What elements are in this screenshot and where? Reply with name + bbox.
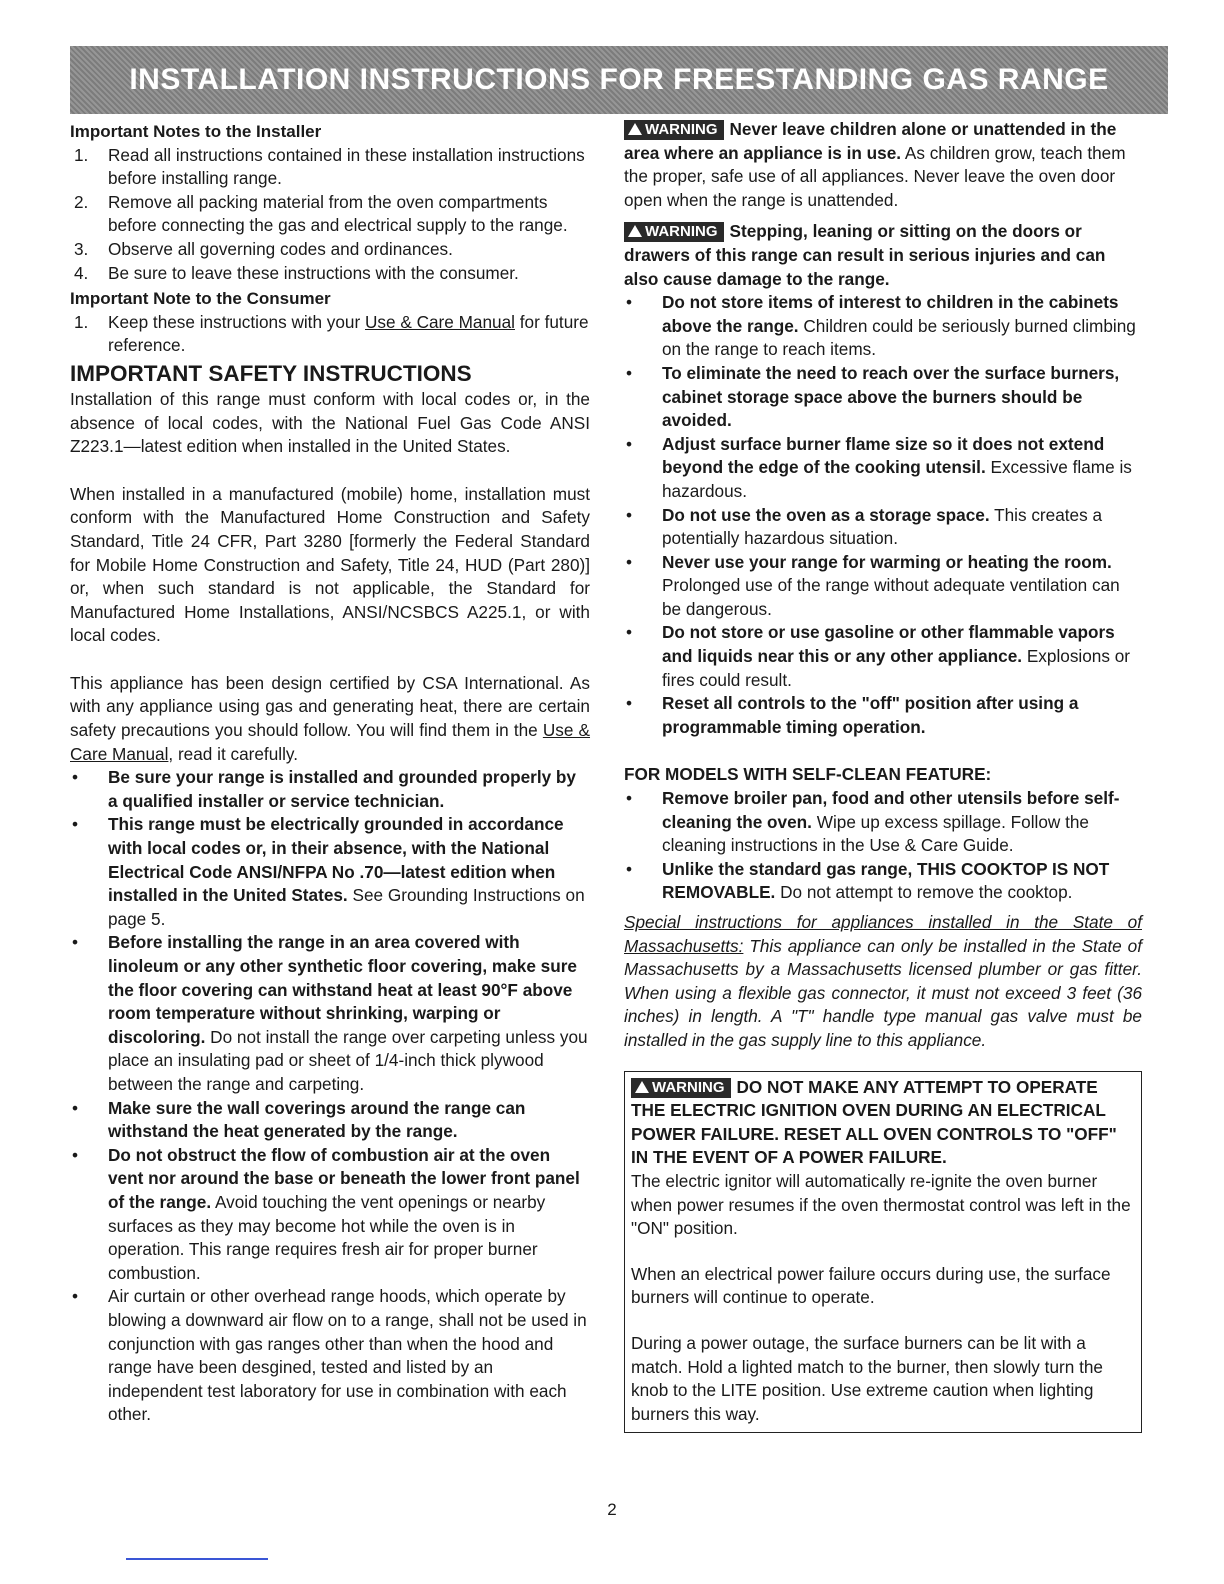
list-item: • This range must be electrically grounded in accordance with local codes or, in their absence, with the National Electrical Code ANSI/NFPA No .70—latest edition when installed in the United States. See Grounding Instructions on page 5. bbox=[71, 814, 585, 929]
warning-stepping: WARNING Stepping, leaning or sitting on the doors or drawers of this range can result in serious injuries and can also cause damage to the range. bbox=[624, 221, 1106, 289]
list-item: • Never use your range for warming or heating the room. Prolonged use of the range without adequate ventilation can be dangerous. bbox=[625, 551, 1120, 619]
item-text: Be sure to leave these instructions with the consumer. bbox=[108, 262, 519, 283]
item-number: 3. bbox=[74, 238, 89, 259]
bullet-icon: • bbox=[625, 788, 633, 809]
list-item bbox=[70, 311, 590, 358]
bullet-icon: • bbox=[71, 814, 79, 835]
right-column bbox=[624, 118, 1142, 1433]
consumer-heading: Important Note to the Consumer bbox=[70, 289, 331, 309]
bullet-icon: • bbox=[71, 1144, 79, 1165]
bullet-icon: • bbox=[71, 1286, 79, 1307]
item-number: 1. bbox=[74, 311, 89, 332]
page-title: INSTALLATION INSTRUCTIONS FOR FREESTANDING GAS RANGE bbox=[129, 63, 1109, 96]
paragraph-codes: Installation of this range must conform with local codes or, in the absence of local codes, with the National Fuel Gas Code ANSI Z223.1—latest edition when installed in the United States. bbox=[70, 388, 590, 457]
list-item: • Reset all controls to the "off" position after using a programmable timing operation. bbox=[625, 693, 1079, 737]
list-item bbox=[70, 262, 590, 286]
warning-badge: WARNING bbox=[631, 1078, 731, 1098]
warning-children: WARNING Never leave children alone or unattended in the area where an appliance is in use. As children grow, teach them the proper, safe use of all appliances. Never leave the oven door open when the range is unattended. bbox=[624, 119, 1126, 210]
installer-heading: Important Notes to the Installer bbox=[70, 122, 322, 141]
list-item bbox=[70, 144, 590, 191]
selfclean-bullet-list bbox=[624, 787, 1142, 905]
right-bullet-list bbox=[624, 291, 1142, 739]
use-care-manual-link[interactable]: Use & Care Manual bbox=[70, 720, 591, 764]
use-care-manual-link[interactable]: Use & Care Manual bbox=[365, 311, 515, 332]
list-item: • Adjust surface burner flame size so it does not extend beyond the edge of the cooking utensil. Excessive flame is hazardous. bbox=[625, 433, 1132, 501]
bullet-icon: • bbox=[625, 362, 633, 383]
warning-triangle-icon bbox=[628, 123, 642, 135]
paragraph-certification: This appliance has been design certified by CSA International. As with any appliance using gas and generating heat, there are certain safety precautions you should follow. You will find them in the Use & Care Manual, read it carefully. bbox=[70, 672, 591, 764]
warning-badge: WARNING bbox=[624, 120, 724, 140]
list-item bbox=[70, 238, 590, 262]
massachusetts-note: Special instructions for appliances installed in the State of Massachusetts: This appliance can only be installed in the State of Massachusetts by a Massachusetts licensed plumber or gas fitter. When using a flexible gas connector, it must not exceed 3 feet (36 inches) in length. A "T" handle type manual gas valve must be installed in the gas supply line to this appliance. bbox=[624, 912, 1142, 1050]
list-item: • To eliminate the need to reach over the surface burners, cabinet storage space above the burners should be avoided. bbox=[625, 362, 1120, 431]
bullet-icon: • bbox=[625, 693, 633, 714]
warning-triangle-icon bbox=[635, 1081, 649, 1093]
bullet-icon: • bbox=[71, 932, 79, 953]
warning-badge: WARNING bbox=[624, 222, 724, 242]
left-bullet-list bbox=[70, 766, 590, 1427]
installer-list bbox=[70, 144, 590, 286]
list-item: • Do not obstruct the flow of combustion air at the oven vent nor around the base or beneath the lower front panel of the range. Avoid touching the vent openings or nearby surfaces as they may become hot while the oven is in operation. This range requires fresh air for proper burner combustion. bbox=[71, 1144, 580, 1283]
divider bbox=[126, 1558, 268, 1560]
item-text: Observe all governing codes and ordinances. bbox=[108, 238, 453, 259]
list-item: • Before installing the range in an area covered with linoleum or any other synthetic floor covering, make sure the floor covering can withstand heat at least 90°F above room temperature without shrinking, warping or discoloring. Do not install the range over carpeting unless you place an insulating pad or sheet of 1/4-inch thick plywood between the range and carpeting. bbox=[71, 932, 588, 1094]
warning-box-text: When an electrical power failure occurs during use, the surface burners will continue to operate. bbox=[631, 1263, 1111, 1308]
bullet-icon: • bbox=[625, 292, 633, 313]
consumer-list bbox=[70, 311, 590, 358]
list-item: • Be sure your range is installed and grounded properly by a qualified installer or service technician. bbox=[71, 767, 576, 811]
list-item: • Do not use the oven as a storage space. This creates a potentially hazardous situation. bbox=[625, 504, 1103, 549]
item-number: 4. bbox=[74, 262, 89, 283]
warning-box-heading: WARNING DO NOT MAKE ANY ATTEMPT TO OPERATE THE ELECTRIC IGNITION OVEN DURING AN ELECTRICAL POWER FAILURE. RESET ALL OVEN CONTROLS TO "OFF" IN THE EVENT OF A POWER FAILURE. bbox=[631, 1076, 1117, 1168]
list-item: • Do not store or use gasoline or other flammable vapors and liquids near this or any other appliance. Explosions or fires could result. bbox=[625, 622, 1131, 690]
bullet-icon: • bbox=[625, 858, 633, 879]
bullet-icon: • bbox=[71, 767, 79, 788]
bullet-icon: • bbox=[625, 622, 633, 643]
paragraph-mobile-home: When installed in a manufactured (mobile) home, installation must conform with the Manufactured Home Construction and Safety Standard, Title 24 CFR, Part 3280 [formerly the Federal Standard for Mobile Home Construction and Safety, Title 24, HUD (Part 280)] or, when such standard is not applicable, the Standard for Manufactured Home Installations, ANSI/NCSBCS A225.1, or with local codes. bbox=[70, 483, 590, 646]
list-item: • Do not store items of interest to children in the cabinets above the range. Children could be seriously burned climbing on the range to reach items. bbox=[625, 292, 1136, 360]
selfclean-heading: FOR MODELS WITH SELF-CLEAN FEATURE: bbox=[624, 764, 992, 785]
warning-box-text: The electric ignitor will automatically re-ignite the oven burner when power resumes if the oven thermostat control was left in the "ON" position. bbox=[631, 1170, 1131, 1239]
list-item: • Air curtain or other overhead range hoods, which operate by blowing a downward air flow on to a range, shall not be used in conjunction with gas ranges other than when the hood and range have been desgined, tested and listed by an independent test laboratory for use in combination with each other. bbox=[71, 1286, 587, 1425]
item-number: 1. bbox=[74, 144, 89, 165]
list-item: • Remove broiler pan, food and other utensils before self-cleaning the oven. Wipe up excess spillage. Follow the cleaning instructions in the Use & Care Guide. bbox=[625, 788, 1120, 856]
list-item: • Unlike the standard gas range, THIS COOKTOP IS NOT REMOVABLE. Do not attempt to remove the cooktop. bbox=[625, 858, 1110, 903]
item-text-pre: Keep these instructions with your bbox=[108, 311, 365, 332]
item-text-post: for future reference. bbox=[108, 311, 589, 356]
bullet-icon: • bbox=[625, 504, 633, 525]
warning-box-text: During a power outage, the surface burners can be lit with a match. Hold a lighted match to the burner, then slowly turn the knob to the LITE position. Use extreme caution when lighting burners this way. bbox=[631, 1332, 1103, 1424]
safety-heading: IMPORTANT SAFETY INSTRUCTIONS bbox=[70, 360, 472, 386]
left-column bbox=[70, 118, 590, 1427]
massachusetts-link[interactable]: Special instructions for appliances installed in the State of Massachusetts: bbox=[624, 912, 1142, 956]
page-number: 2 bbox=[607, 1500, 617, 1519]
bullet-icon: • bbox=[71, 1097, 79, 1118]
title-banner bbox=[70, 46, 1168, 114]
item-text: Remove all packing material from the oven compartments before connecting the gas and electrical supply to the range. bbox=[108, 191, 568, 236]
warning-triangle-icon bbox=[628, 225, 642, 237]
power-failure-warning-box bbox=[624, 1071, 1142, 1434]
list-item bbox=[70, 191, 590, 238]
item-number: 2. bbox=[74, 191, 89, 212]
bullet-icon: • bbox=[625, 433, 633, 454]
bullet-icon: • bbox=[625, 551, 633, 572]
item-text: Read all instructions contained in these installation instructions before installing range. bbox=[108, 144, 585, 189]
list-item: • Make sure the wall coverings around the range can withstand the heat generated by the range. bbox=[71, 1097, 526, 1142]
